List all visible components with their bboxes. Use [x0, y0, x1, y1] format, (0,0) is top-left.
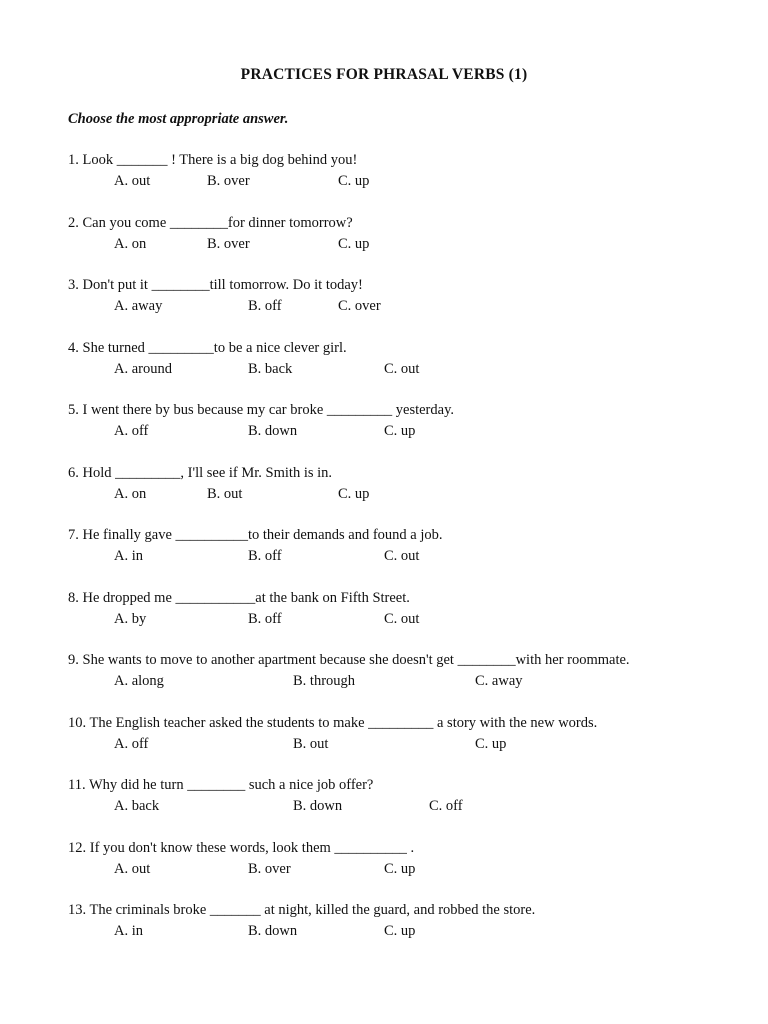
- option-b: B. off: [248, 610, 282, 627]
- option-c: C. up: [384, 860, 416, 877]
- option-a: A. along: [114, 673, 164, 689]
- question-2: [68, 213, 748, 276]
- question-list: [68, 150, 748, 963]
- question-text: 3. Don't put it ________till tomorrow. Do it today!: [68, 277, 363, 293]
- question-1: [68, 150, 748, 213]
- answer-options: [68, 171, 748, 192]
- question-text: 2. Can you come ________for dinner tomorrow?: [68, 214, 353, 231]
- option-a: A. around: [114, 360, 172, 377]
- answer-options: [68, 296, 748, 317]
- option-a: A. in: [114, 923, 143, 939]
- option-a: A. away: [114, 298, 163, 314]
- option-c: C. out: [384, 360, 420, 377]
- option-a: A. on: [114, 235, 147, 252]
- option-a: A. out: [114, 173, 151, 189]
- answer-options: [68, 859, 748, 880]
- option-b: B. down: [248, 923, 298, 939]
- option-a: A. off: [114, 423, 149, 439]
- option-b: B. off: [248, 298, 282, 314]
- option-c: C. up: [338, 235, 370, 252]
- question-6: [68, 463, 748, 526]
- question-10: [68, 713, 748, 776]
- answer-options: [68, 921, 748, 942]
- option-b: B. out: [293, 735, 329, 752]
- option-c: C. up: [338, 173, 370, 189]
- question-text: 4. She turned _________to be a nice clever girl.: [68, 339, 347, 356]
- question-text: 1. Look _______ ! There is a big dog behind you!: [68, 152, 358, 168]
- option-b: B. over: [248, 860, 291, 877]
- answer-options: [68, 796, 748, 817]
- option-a: A. off: [114, 735, 149, 752]
- question-5: [68, 400, 748, 463]
- question-13: [68, 900, 748, 963]
- question-text: 5. I went there by bus because my car broke _________ yesterday.: [68, 402, 455, 418]
- option-b: B. over: [207, 173, 250, 189]
- option-b: B. back: [248, 360, 293, 377]
- option-a: A. on: [114, 485, 147, 502]
- option-a: A. back: [114, 798, 160, 814]
- option-b: B. through: [293, 673, 356, 689]
- answer-options: [68, 234, 748, 255]
- option-c: C. up: [384, 923, 416, 939]
- option-b: B. off: [248, 548, 282, 564]
- question-text: 8. He dropped me ___________at the bank on Fifth Street.: [68, 589, 410, 606]
- answer-options: [68, 484, 748, 505]
- option-a: A. in: [114, 548, 143, 564]
- option-b: B. down: [248, 423, 298, 439]
- option-a: A. out: [114, 860, 151, 877]
- question-11: [68, 775, 748, 838]
- option-c: C. out: [384, 610, 420, 627]
- question-text: 6. Hold _________, I'll see if Mr. Smith is in.: [68, 464, 333, 481]
- question-3: [68, 275, 748, 338]
- option-c: C. up: [384, 423, 416, 439]
- question-7: [68, 525, 748, 588]
- option-c: C. up: [475, 735, 507, 752]
- question-text: 12. If you don't know these words, look them __________ .: [68, 839, 415, 856]
- question-text: 11. Why did he turn ________ such a nice job offer?: [68, 777, 374, 793]
- question-8: [68, 588, 748, 651]
- option-c: C. off: [429, 798, 463, 814]
- option-c: C. up: [338, 485, 370, 502]
- option-c: C. out: [384, 548, 420, 564]
- question-text: 9. She wants to move to another apartment because she doesn't get ________with her roommate.: [68, 652, 630, 668]
- instruction-text: Choose the most appropriate answer.: [68, 111, 289, 127]
- question-12: [68, 838, 748, 901]
- question-text: 13. The criminals broke _______ at night, killed the guard, and robbed the store.: [68, 902, 536, 918]
- question-9: [68, 650, 748, 713]
- question-4: [68, 338, 748, 401]
- answer-options: [68, 546, 748, 567]
- answer-options: [68, 421, 748, 442]
- answer-options: [68, 609, 748, 630]
- option-b: B. down: [293, 798, 343, 814]
- page-title: PRACTICES FOR PHRASAL VERBS (1): [240, 66, 528, 83]
- answer-options: [68, 734, 748, 755]
- option-c: C. away: [475, 673, 523, 689]
- option-a: A. by: [114, 610, 147, 627]
- question-text: 7. He finally gave __________to their demands and found a job.: [68, 527, 443, 543]
- answer-options: [68, 359, 748, 380]
- option-c: C. over: [338, 298, 381, 314]
- option-b: B. out: [207, 485, 243, 502]
- answer-options: [68, 671, 748, 692]
- question-text: 10. The English teacher asked the students to make _________ a story with the new words.: [68, 714, 598, 731]
- option-b: B. over: [207, 235, 250, 252]
